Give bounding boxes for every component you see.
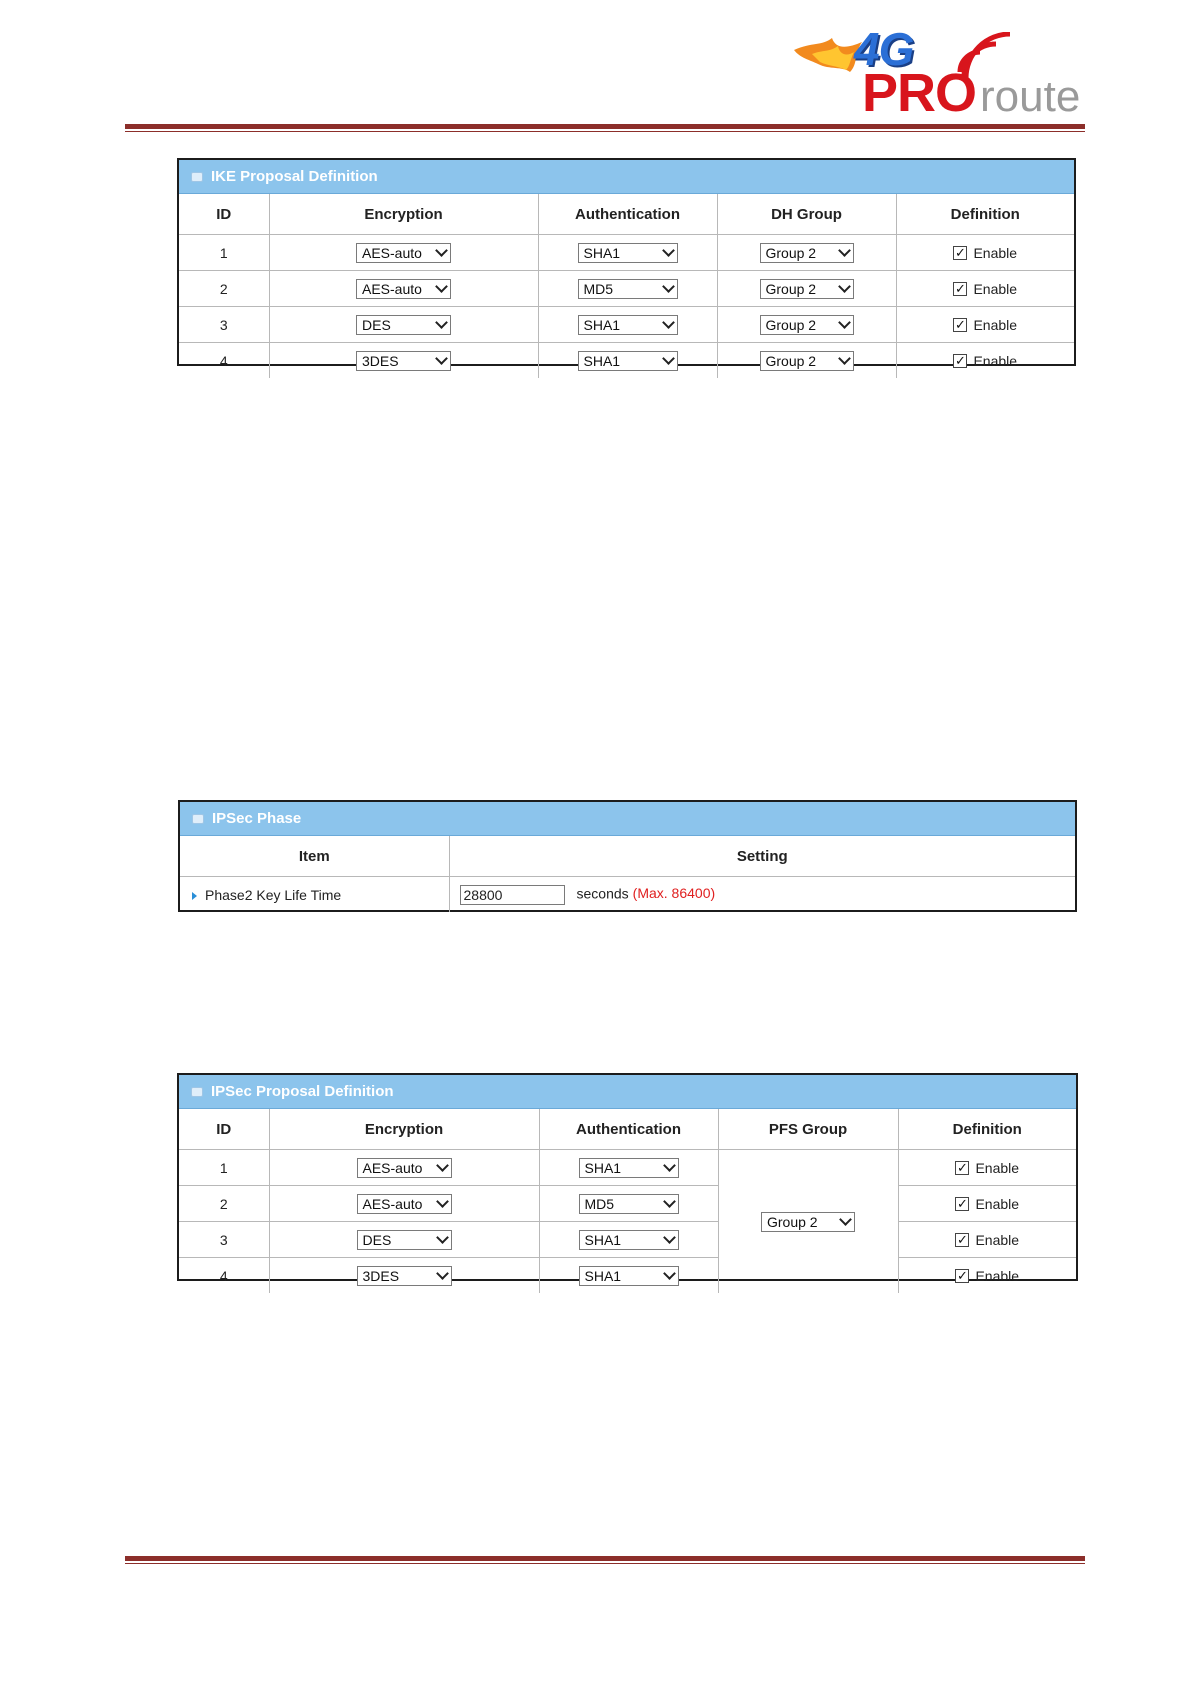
table-row — [179, 1258, 1076, 1294]
panel-bullet-icon — [191, 1087, 203, 1097]
chevron-down-icon — [662, 316, 675, 329]
row-id: 1 — [179, 1150, 269, 1186]
encryption-select[interactable]: AES-auto — [356, 279, 451, 299]
enable-label: Enable — [973, 316, 1018, 333]
brand-logo — [792, 20, 1081, 123]
checkmark-icon: ✓ — [955, 353, 966, 369]
table-row — [179, 235, 1074, 271]
checkmark-icon: ✓ — [957, 1196, 968, 1212]
ike-proposal-panel — [177, 158, 1076, 369]
enable-label: Enable — [975, 1195, 1020, 1212]
enable-checkbox[interactable] — [955, 1161, 969, 1175]
encryption-select[interactable]: 3DES — [357, 1266, 452, 1286]
encryption-select[interactable]: AES-auto — [356, 243, 451, 263]
chevron-down-icon — [436, 1159, 449, 1172]
chevron-down-icon — [435, 352, 448, 365]
chevron-down-icon — [838, 244, 851, 257]
authentication-select[interactable]: SHA1 — [579, 1230, 679, 1250]
enable-checkbox[interactable] — [955, 1269, 969, 1283]
authentication-select[interactable]: SHA1 — [578, 351, 678, 371]
authentication-select[interactable]: SHA1 — [578, 315, 678, 335]
table-row — [179, 1150, 1076, 1186]
chevron-down-icon — [838, 352, 851, 365]
chevron-down-icon — [662, 352, 675, 365]
dh-group-select[interactable]: Group 2 — [760, 279, 854, 299]
enable-label: Enable — [973, 244, 1018, 261]
checkmark-icon: ✓ — [955, 281, 966, 297]
ipsec-phase-panel — [178, 800, 1077, 912]
logo-pro-text: PRO — [862, 63, 977, 123]
col-authentication-header: Authentication — [538, 194, 717, 235]
table-row — [179, 271, 1074, 307]
encryption-select[interactable]: DES — [356, 315, 451, 335]
col-encryption-header: Encryption — [269, 194, 538, 235]
seconds-unit: seconds — [576, 885, 629, 902]
row-id: 4 — [179, 343, 269, 379]
col-item-header: Item — [180, 836, 449, 877]
ike-proposal-table — [179, 194, 1074, 378]
chevron-down-icon — [839, 1213, 852, 1226]
chevron-down-icon — [435, 244, 448, 257]
authentication-select[interactable]: SHA1 — [578, 243, 678, 263]
ipsec-phase-table — [180, 836, 1075, 912]
encryption-select[interactable]: AES-auto — [357, 1158, 452, 1178]
table-row — [179, 307, 1074, 343]
enable-checkbox[interactable] — [953, 318, 967, 332]
chevron-down-icon — [663, 1159, 676, 1172]
phase2-key-life-label: Phase2 Key Life Time — [205, 886, 342, 903]
chevron-down-icon — [436, 1231, 449, 1244]
chevron-down-icon — [436, 1267, 449, 1280]
checkmark-icon: ✓ — [955, 317, 966, 333]
row-id: 1 — [179, 235, 269, 271]
col-id-header: ID — [179, 1109, 269, 1150]
chevron-down-icon — [838, 280, 851, 293]
col-dh-group-header: DH Group — [717, 194, 896, 235]
chevron-down-icon — [663, 1195, 676, 1208]
table-row — [179, 343, 1074, 379]
ipsec-proposal-header — [179, 1075, 1076, 1109]
encryption-select[interactable]: 3DES — [356, 351, 451, 371]
enable-label: Enable — [973, 280, 1018, 297]
chevron-down-icon — [662, 244, 675, 257]
chevron-down-icon — [838, 316, 851, 329]
checkmark-icon: ✓ — [957, 1232, 968, 1248]
max-note: (Max. 86400) — [632, 885, 716, 902]
footer-rule — [125, 1556, 1085, 1564]
ipsec-phase-title: IPSec Phase — [212, 810, 302, 827]
logo-4g-text: 4G — [854, 23, 914, 75]
checkmark-icon: ✓ — [957, 1268, 968, 1284]
key-life-time-input[interactable]: 28800 — [460, 885, 565, 905]
chevron-down-icon — [435, 316, 448, 329]
col-setting-header: Setting — [449, 836, 1075, 877]
chevron-down-icon — [663, 1231, 676, 1244]
enable-label: Enable — [975, 1267, 1020, 1284]
authentication-select[interactable]: MD5 — [578, 279, 678, 299]
col-pfs-group-header: PFS Group — [718, 1109, 898, 1150]
encryption-select[interactable]: DES — [357, 1230, 452, 1250]
table-row — [179, 1186, 1076, 1222]
row-id: 3 — [179, 307, 269, 343]
ike-proposal-header — [179, 160, 1074, 194]
authentication-select[interactable]: MD5 — [579, 1194, 679, 1214]
chevron-down-icon — [435, 280, 448, 293]
chevron-down-icon — [663, 1267, 676, 1280]
table-row — [179, 1222, 1076, 1258]
ipsec-phase-header — [180, 802, 1075, 836]
col-id-header: ID — [179, 194, 269, 235]
enable-checkbox[interactable] — [955, 1233, 969, 1247]
col-definition-header: Definition — [898, 1109, 1076, 1150]
table-row — [180, 877, 1075, 913]
enable-label: Enable — [973, 352, 1018, 369]
logo-route-text: route — [980, 72, 1081, 121]
enable-checkbox[interactable] — [953, 282, 967, 296]
enable-checkbox[interactable] — [955, 1197, 969, 1211]
panel-bullet-icon — [191, 172, 203, 182]
dh-group-select[interactable]: Group 2 — [760, 315, 854, 335]
ipsec-proposal-table — [179, 1109, 1076, 1293]
row-id: 4 — [179, 1258, 269, 1294]
header-rule — [125, 124, 1085, 132]
encryption-select[interactable]: AES-auto — [357, 1194, 452, 1214]
enable-checkbox[interactable] — [953, 354, 967, 368]
enable-checkbox[interactable] — [953, 246, 967, 260]
triangle-right-icon — [192, 892, 197, 900]
enable-label: Enable — [975, 1231, 1020, 1248]
enable-label: Enable — [975, 1159, 1020, 1176]
ike-proposal-title: IKE Proposal Definition — [211, 168, 378, 185]
authentication-select[interactable]: SHA1 — [579, 1266, 679, 1286]
chevron-down-icon — [436, 1195, 449, 1208]
row-id: 2 — [179, 271, 269, 307]
pfs-group-select[interactable]: Group 2 — [761, 1212, 855, 1232]
ipsec-proposal-panel — [177, 1073, 1078, 1284]
panel-bullet-icon — [192, 814, 204, 824]
row-id: 3 — [179, 1222, 269, 1258]
chevron-down-icon — [662, 280, 675, 293]
authentication-select[interactable]: SHA1 — [579, 1158, 679, 1178]
col-authentication-header: Authentication — [539, 1109, 718, 1150]
dh-group-select[interactable]: Group 2 — [760, 351, 854, 371]
row-id: 2 — [179, 1186, 269, 1222]
ipsec-proposal-title: IPSec Proposal Definition — [211, 1083, 394, 1100]
col-encryption-header: Encryption — [269, 1109, 539, 1150]
col-definition-header: Definition — [896, 194, 1074, 235]
dh-group-select[interactable]: Group 2 — [760, 243, 854, 263]
checkmark-icon: ✓ — [957, 1160, 968, 1176]
checkmark-icon: ✓ — [955, 245, 966, 261]
